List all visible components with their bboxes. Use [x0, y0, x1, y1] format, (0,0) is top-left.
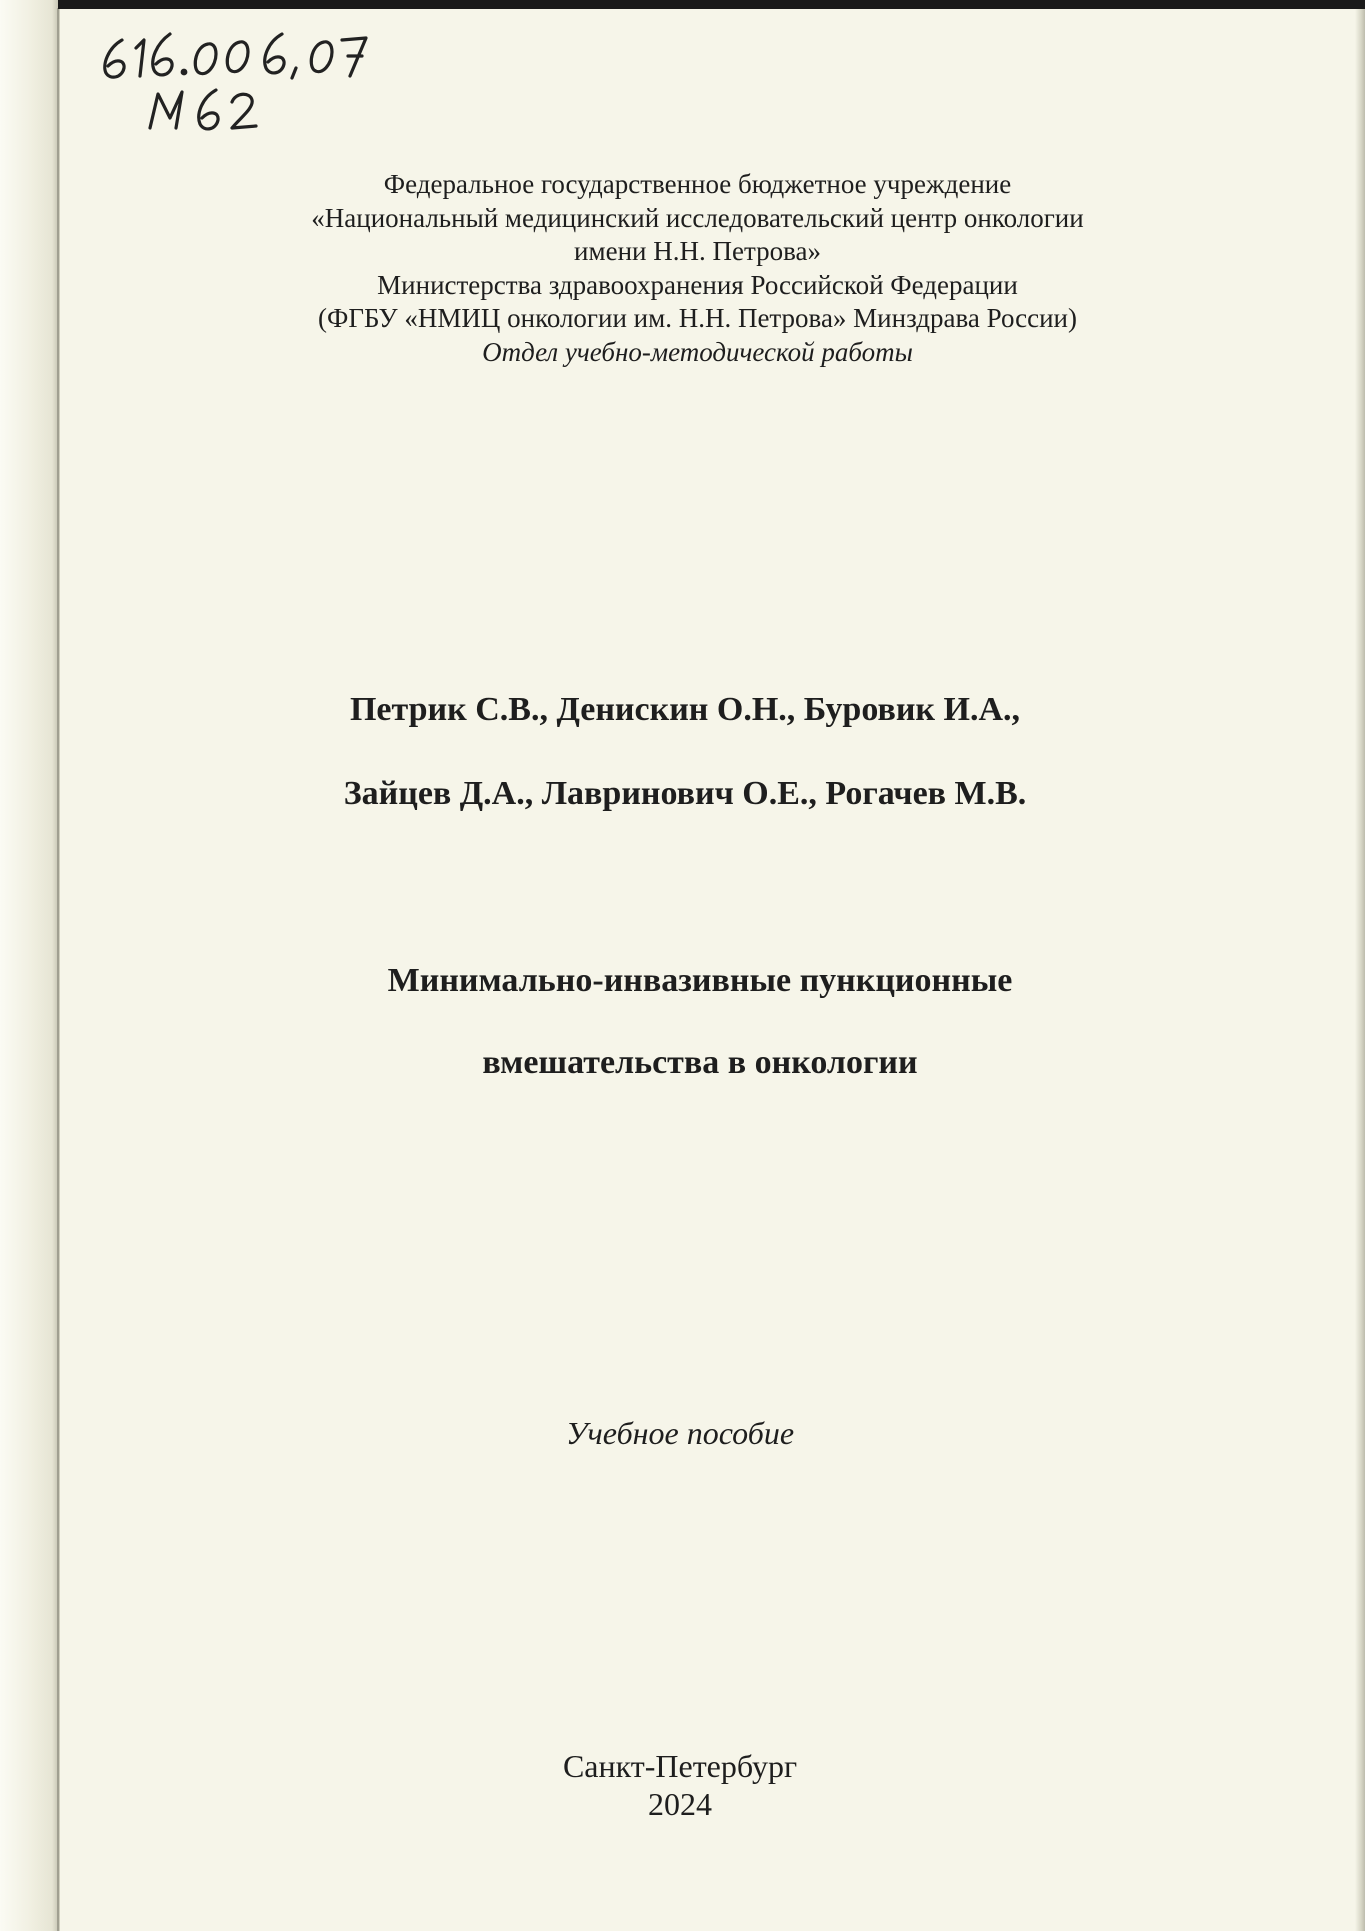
institution-line-2: «Национальный медицинский исследовательский центр онкологии — [311, 202, 1084, 233]
authors-block — [140, 668, 1230, 836]
institution-line-1: Федеральное государственное бюджетное учреждение — [383, 169, 1012, 199]
binding-shadow — [0, 0, 60, 1931]
institution-line-5: (ФГБУ «НМИЦ онкологии им. Н.Н. Петрова» Минздрава России) — [318, 303, 1077, 333]
imprint-city: Санкт-Петербург — [562, 1748, 798, 1784]
institution-block — [200, 168, 1195, 369]
authors-line-2: Зайцев Д.А., Лавринович О.Е., Рогачев М.В. — [343, 775, 1027, 812]
imprint-block — [400, 1747, 960, 1823]
handwritten-shelf-mark — [70, 10, 470, 140]
title-line-2: вмешательства в онкологии — [482, 1044, 918, 1081]
page-edge-left — [57, 8, 59, 1931]
page-edge-right — [1355, 0, 1365, 1931]
title-line-1: Минимально-инвазивные пункционные — [387, 962, 1013, 999]
book-title — [200, 940, 1200, 1104]
imprint-year: 2024 — [648, 1786, 712, 1822]
institution-line-4: Министерства здравоохранения Российской Федерации — [377, 269, 1018, 300]
page-edge-top — [58, 0, 1365, 9]
institution-line-3: имени Н.Н. Петрова» — [574, 236, 821, 266]
department-name: Отдел учебно-методической работы — [482, 336, 913, 367]
publication-type: Учебное пособие — [565, 1415, 795, 1451]
authors-line-1: Петрик С.В., Денискин О.Н., Буровик И.А., — [349, 691, 1021, 728]
